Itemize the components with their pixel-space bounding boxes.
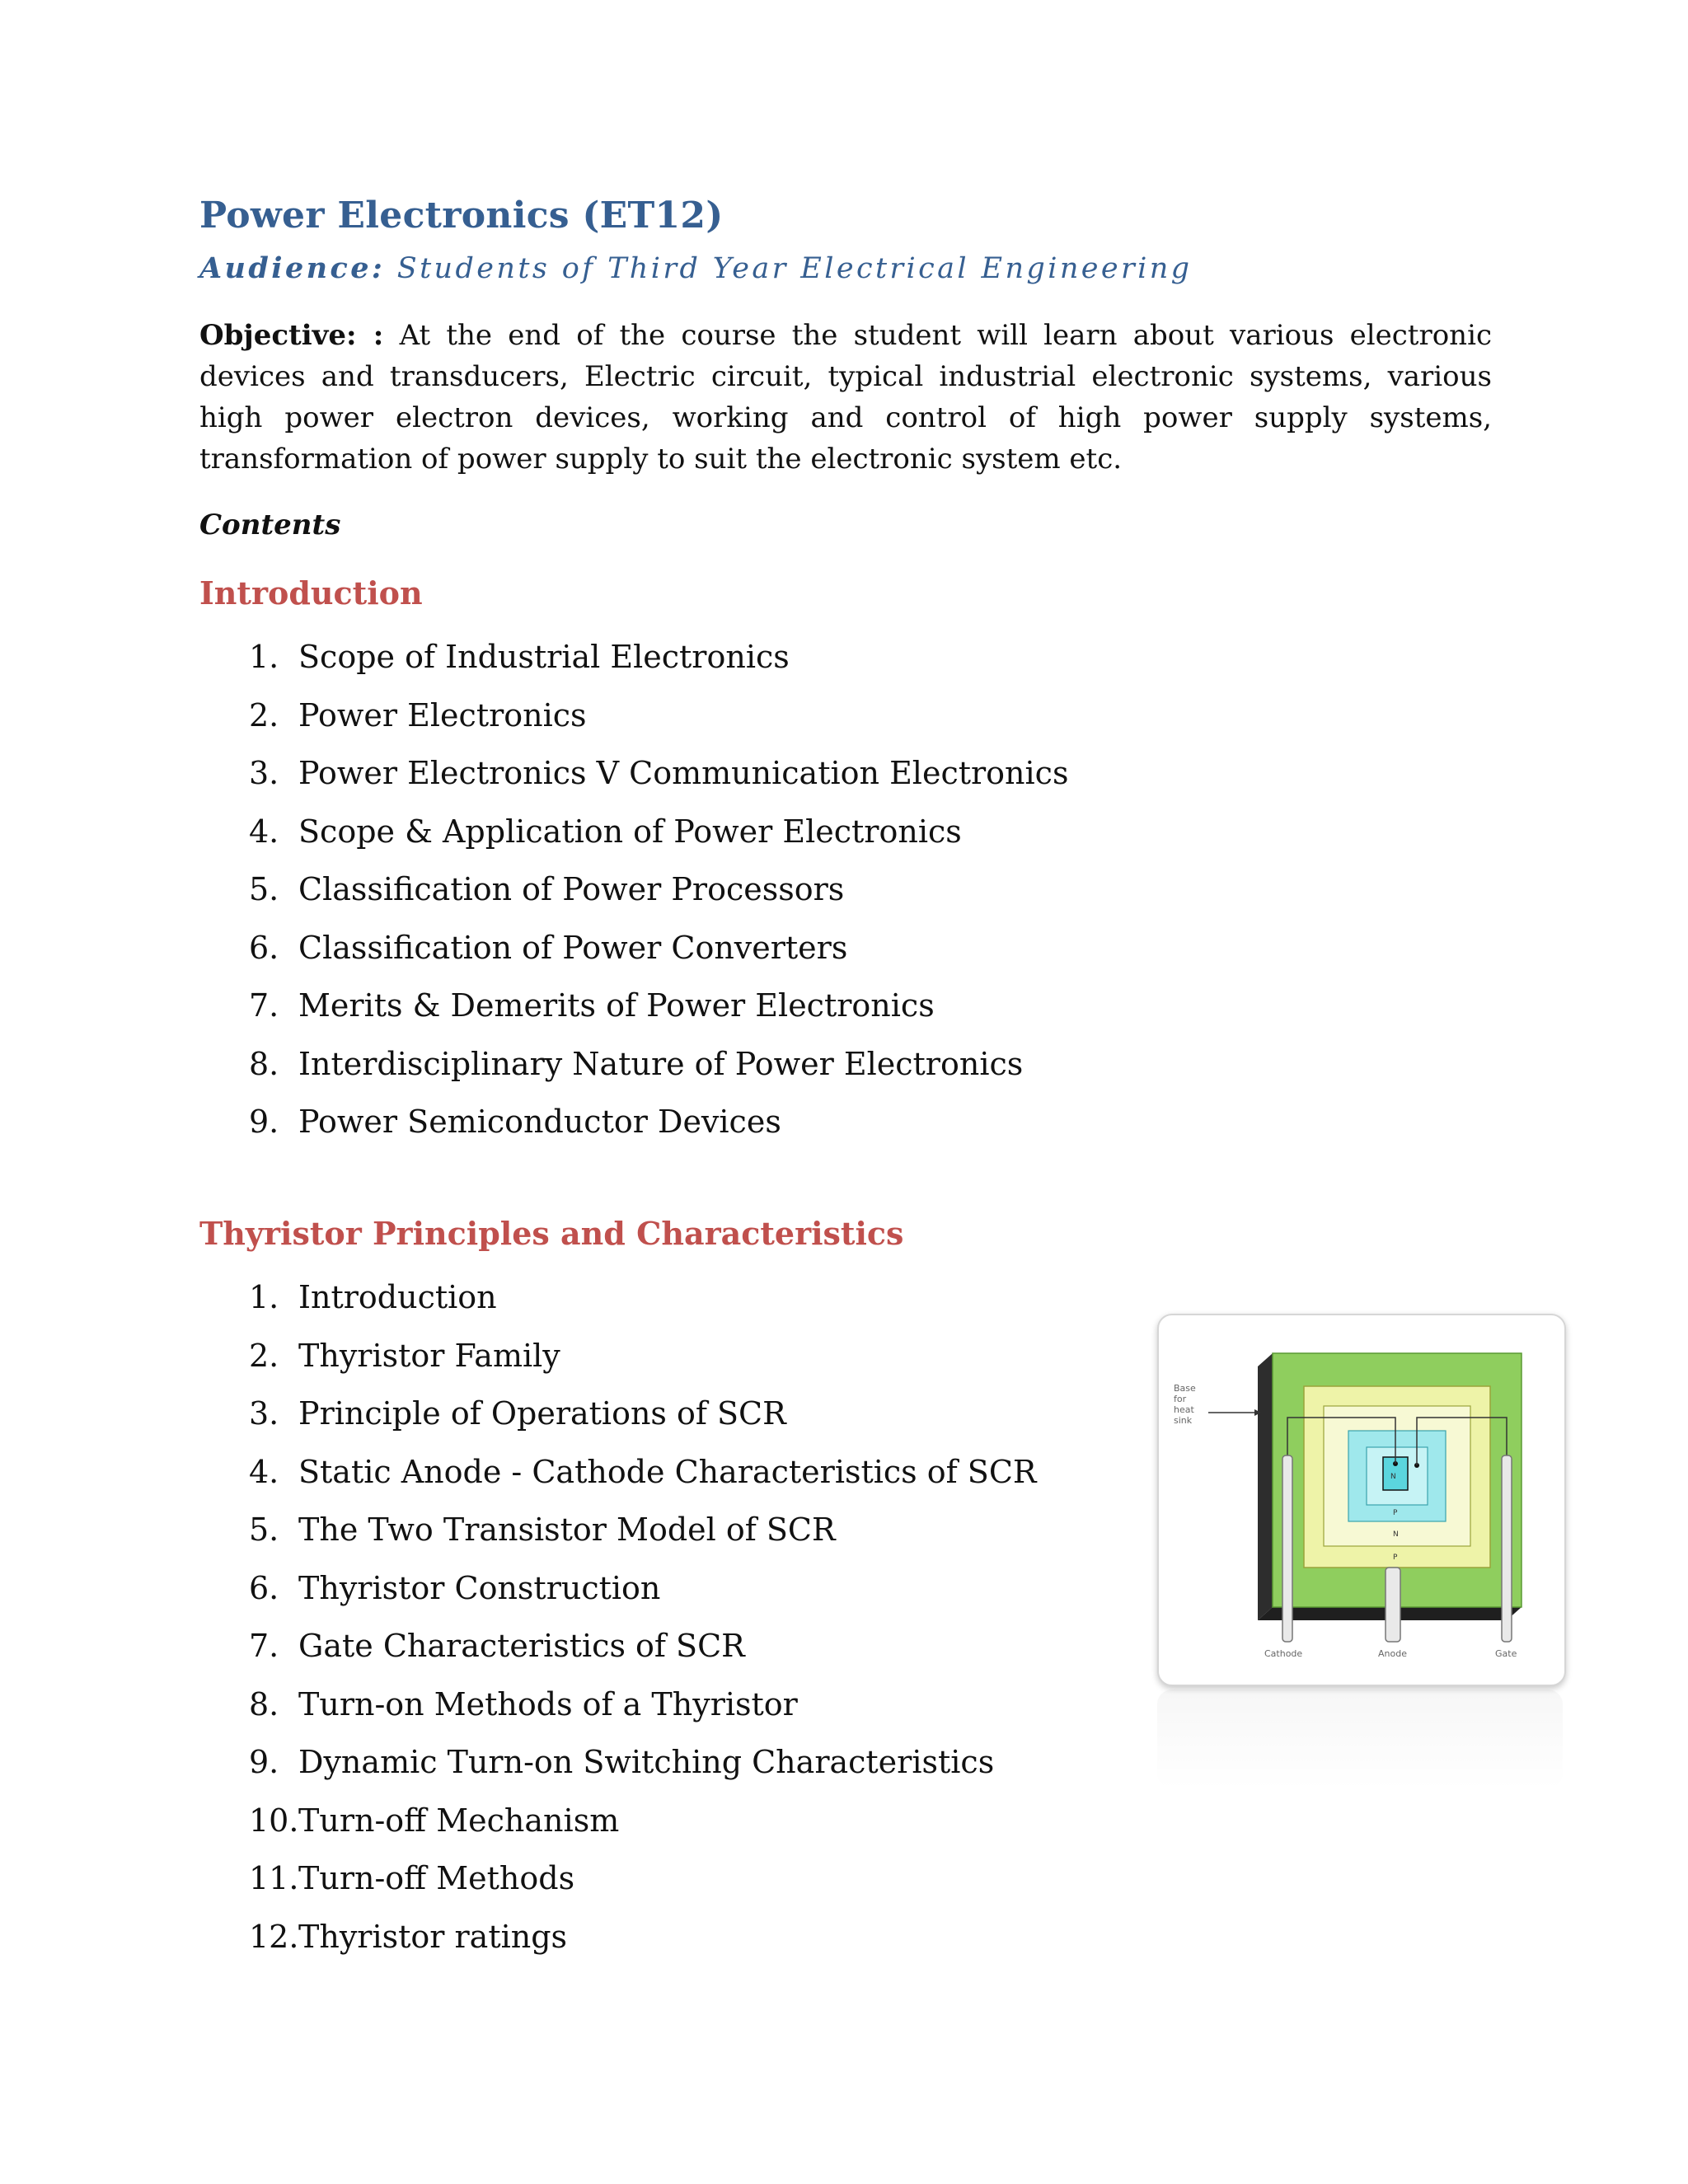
list-item	[199, 1268, 1037, 1327]
audience-line	[199, 251, 1192, 285]
list-item	[199, 1792, 1037, 1850]
list-item	[199, 803, 1068, 861]
cathode-pin	[1282, 1455, 1292, 1642]
list-item-text: Principle of Operations of SCR	[298, 1395, 786, 1432]
list-item	[199, 628, 1068, 687]
list-item-number: 11.	[249, 1860, 299, 1896]
list-item-text: The Two Transistor Model of SCR	[298, 1511, 836, 1548]
list-item	[199, 860, 1068, 919]
list-item-number: 3.	[249, 755, 279, 791]
layer-label-n: N	[1393, 1530, 1399, 1539]
list-item-text: Interdisciplinary Nature of Power Electronics	[298, 1045, 1024, 1082]
section-heading-thyristor: Thyristor Principles and Characteristics	[199, 1215, 904, 1252]
list-item-text: Thyristor ratings	[298, 1918, 568, 1955]
list-item-number: 2.	[249, 1337, 279, 1374]
list-item-text: Scope & Application of Power Electronics	[298, 813, 962, 850]
list-item-number: 5.	[249, 1511, 279, 1548]
list-item	[199, 977, 1068, 1035]
diagram-side-face	[1258, 1353, 1273, 1620]
base-label-line: heat	[1174, 1404, 1194, 1415]
objective-paragraph	[199, 315, 1492, 480]
list-item-text: Classification of Power Processors	[298, 871, 845, 907]
list-item-text: Thyristor Family	[298, 1337, 560, 1374]
list-item-text: Thyristor Construction	[298, 1569, 661, 1606]
objective-text: At the end of the course the student will learn about various electronic devices and transducers, Electric circuit, typical industrial electronic systems, various high power electron devices, working and control of high power supply systems, transformation of power supply to suit the electronic system etc.	[199, 319, 1492, 476]
thyristor-diagram	[1159, 1315, 1564, 1685]
terminal-label-cathode: Cathode	[1264, 1648, 1303, 1659]
list-item-number: 8.	[249, 1045, 279, 1082]
thyristor-list	[199, 1268, 1037, 1966]
list-item	[199, 1733, 1037, 1792]
list-item	[199, 1093, 1068, 1151]
audience-text: Students of Third Year Electrical Engineering	[396, 252, 1193, 285]
list-item	[199, 744, 1068, 803]
introduction-list	[199, 628, 1068, 1151]
list-item-number: 6.	[249, 929, 279, 966]
list-item	[199, 1617, 1037, 1675]
list-item-number: 6.	[249, 1569, 279, 1606]
list-item-number: 7.	[249, 987, 279, 1024]
list-item-number: 5.	[249, 871, 279, 907]
list-item-text: Gate Characteristics of SCR	[298, 1628, 745, 1664]
list-item-number: 1.	[249, 1279, 279, 1315]
list-item-number: 9.	[249, 1744, 279, 1780]
list-item	[199, 687, 1068, 745]
base-label-line: Base	[1174, 1383, 1196, 1394]
gate-pin	[1502, 1455, 1512, 1642]
terminal-label-gate: Gate	[1495, 1648, 1517, 1659]
list-item-text: Static Anode - Cathode Characteristics of SCR	[298, 1453, 1037, 1490]
list-item-text: Power Semiconductor Devices	[298, 1104, 781, 1140]
list-item-text: Turn-off Mechanism	[298, 1802, 620, 1839]
list-item	[199, 1501, 1037, 1559]
terminal-label-anode: Anode	[1378, 1648, 1407, 1659]
list-item	[199, 1327, 1037, 1385]
section-heading-introduction: Introduction	[199, 574, 423, 612]
layer-label-p: P	[1393, 1509, 1398, 1517]
list-item-number: 4.	[249, 1453, 279, 1490]
list-item-number: 8.	[249, 1685, 279, 1722]
contents-label: Contents	[199, 509, 341, 541]
list-item-text: Power Electronics	[298, 696, 587, 733]
list-item-number: 10.	[249, 1802, 299, 1839]
list-item-number: 1.	[249, 639, 279, 675]
list-item-number: 2.	[249, 696, 279, 733]
list-item-text: Turn-off Methods	[298, 1860, 575, 1896]
list-item-text: Turn-on Methods of a Thyristor	[298, 1685, 798, 1722]
base-label-line: for	[1174, 1394, 1187, 1404]
objective-label: Objective: :	[199, 319, 384, 352]
list-item	[199, 1675, 1037, 1734]
list-item	[199, 1443, 1037, 1502]
list-item-text: Classification of Power Converters	[298, 929, 848, 966]
list-item-text: Dynamic Turn-on Switching Characteristics	[298, 1744, 995, 1780]
list-item	[199, 1849, 1037, 1908]
list-item-text: Power Electronics V Communication Electronics	[298, 755, 1069, 791]
list-item	[199, 1908, 1037, 1966]
list-item	[199, 1559, 1037, 1618]
list-item-number: 9.	[249, 1104, 279, 1140]
thyristor-construction-figure	[1157, 1314, 1566, 1686]
layer-label-n: N	[1390, 1473, 1396, 1481]
list-item	[199, 1035, 1068, 1094]
list-item-text: Introduction	[298, 1279, 497, 1315]
list-item-number: 4.	[249, 813, 279, 850]
list-item-number: 3.	[249, 1395, 279, 1432]
list-item-text: Merits & Demerits of Power Electronics	[298, 987, 935, 1024]
list-item	[199, 919, 1068, 977]
anode-pin	[1386, 1568, 1400, 1642]
base-label-line: sink	[1174, 1415, 1193, 1426]
list-item-text: Scope of Industrial Electronics	[298, 639, 790, 675]
list-item	[199, 1385, 1037, 1443]
figure-reflection	[1157, 1690, 1563, 1788]
list-item-number: 7.	[249, 1628, 279, 1664]
audience-label: Audience:	[199, 251, 386, 285]
course-title: Power Electronics (ET12)	[199, 194, 724, 237]
list-item-number: 12.	[249, 1918, 299, 1955]
layer-label-p: P	[1393, 1554, 1398, 1562]
